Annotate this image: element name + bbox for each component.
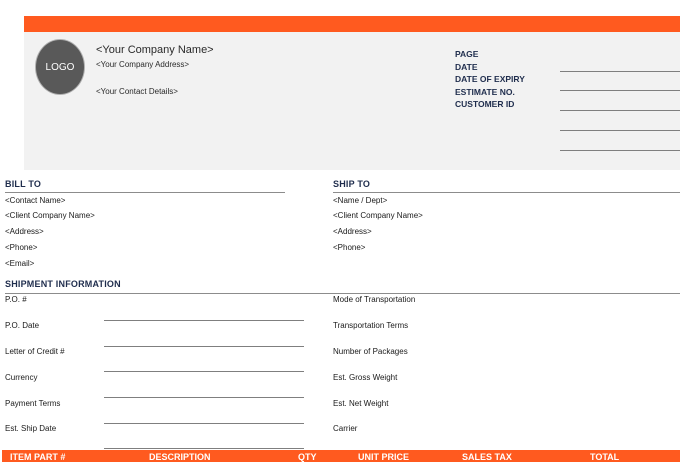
shipment-label-currency: Currency: [5, 373, 38, 382]
meta-label-date: DATE: [455, 62, 478, 72]
bill-to-address: <Address>: [5, 227, 44, 236]
bill-to-phone: <Phone>: [5, 243, 38, 252]
shipment-value-line: [104, 371, 304, 372]
shipment-label-est-net-weight: Est. Net Weight: [333, 399, 389, 408]
shipment-label-est-gross-weight: Est. Gross Weight: [333, 373, 398, 382]
meta-value-line: [560, 71, 680, 72]
bill-to-divider: [5, 192, 285, 193]
meta-value-line: [560, 150, 680, 151]
bill-to-title: BILL TO: [5, 179, 42, 189]
bill-to-company: <Client Company Name>: [5, 211, 95, 220]
shipment-label-letter-of-credit: Letter of Credit #: [5, 347, 65, 356]
shipment-label-po-date: P.O. Date: [5, 321, 40, 330]
column-header-item-part: ITEM PART #: [10, 452, 66, 462]
logo-placeholder: LOGO: [36, 40, 84, 94]
ship-to-name-dept: <Name / Dept>: [333, 196, 388, 205]
ship-to-phone: <Phone>: [333, 243, 366, 252]
shipment-value-line: [104, 346, 304, 347]
shipment-label-transportation-terms: Transportation Terms: [333, 321, 409, 330]
bill-to-email: <Email>: [5, 259, 35, 268]
meta-value-line: [560, 130, 680, 131]
shipment-label-carrier: Carrier: [333, 424, 358, 433]
company-address: <Your Company Address>: [96, 60, 190, 69]
header-accent-bar: [24, 16, 680, 32]
shipment-label-est-ship-date: Est. Ship Date: [5, 424, 57, 433]
shipment-value-line: [104, 423, 304, 424]
meta-label-customer-id: CUSTOMER ID: [455, 99, 515, 109]
shipment-info-title: SHIPMENT INFORMATION: [5, 279, 121, 289]
column-header-qty: QTY: [298, 452, 317, 462]
meta-value-line: [560, 90, 680, 91]
meta-label-page: PAGE: [455, 49, 479, 59]
column-header-description: DESCRIPTION: [149, 452, 211, 462]
shipment-label-mode-of-transportation: Mode of Transportation: [333, 295, 416, 304]
company-name: <Your Company Name>: [96, 44, 214, 56]
column-header-unit-price: UNIT PRICE: [358, 452, 410, 462]
column-header-total: TOTAL: [590, 452, 620, 462]
shipment-info-divider: [5, 293, 680, 294]
meta-label-estimate-no: ESTIMATE NO.: [455, 87, 515, 97]
items-table-header: [2, 450, 680, 462]
shipment-value-line: [104, 320, 304, 321]
meta-label-date-of-expiry: DATE OF EXPIRY: [455, 74, 525, 84]
column-header-sales-tax: SALES TAX: [462, 452, 512, 462]
ship-to-title: SHIP TO: [333, 179, 371, 189]
shipment-value-line: [104, 397, 304, 398]
ship-to-address: <Address>: [333, 227, 372, 236]
ship-to-divider: [333, 192, 680, 193]
shipment-label-number-of-packages: Number of Packages: [333, 347, 408, 356]
company-contact-details: <Your Contact Details>: [96, 87, 178, 96]
shipment-label-payment-terms: Payment Terms: [5, 399, 61, 408]
shipment-value-line: [104, 448, 304, 449]
meta-value-line: [560, 110, 680, 111]
bill-to-contact-name: <Contact Name>: [5, 196, 66, 205]
shipment-label-po-number: P.O. #: [5, 295, 27, 304]
ship-to-company: <Client Company Name>: [333, 211, 423, 220]
